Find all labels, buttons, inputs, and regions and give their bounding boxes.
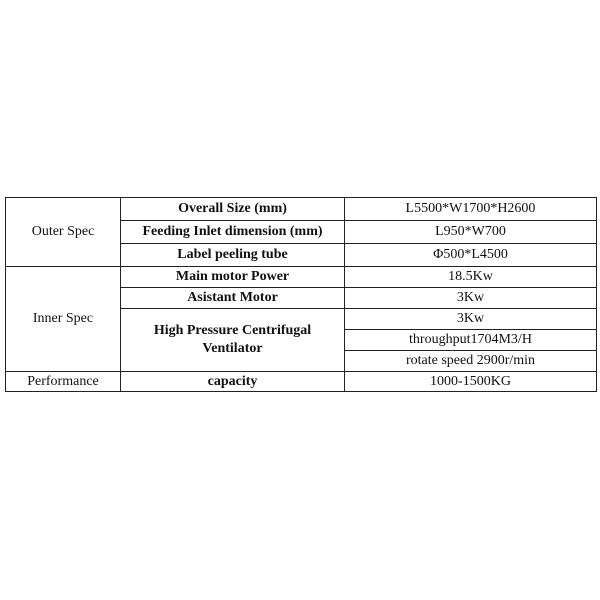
spec-value-main-motor: 18.5Kw [345, 267, 597, 288]
spec-value-asistant-motor: 3Kw [345, 288, 597, 309]
spec-value-label-peeling-tube: Φ500*L4500 [345, 244, 597, 267]
table-row [6, 372, 597, 392]
group-label-outer-spec: Outer Spec [6, 198, 121, 267]
spec-value-feeding-inlet: L950*W700 [345, 221, 597, 244]
spec-item-feeding-inlet: Feeding Inlet dimension (mm) [121, 221, 345, 244]
table-row [6, 267, 597, 288]
spec-value-capacity: 1000-1500KG [345, 372, 597, 392]
group-label-performance: Performance [6, 372, 121, 392]
group-label-inner-spec: Inner Spec [6, 267, 121, 372]
spec-value-ventilator-speed: rotate speed 2900r/min [345, 351, 597, 372]
spec-item-overall-size: Overall Size (mm) [121, 198, 345, 221]
spec-item-capacity: capacity [121, 372, 345, 392]
spec-value-ventilator-throughput: throughput1704M3/H [345, 330, 597, 351]
spec-item-label-peeling-tube: Label peeling tube [121, 244, 345, 267]
table-row [6, 198, 597, 221]
spec-value-overall-size: L5500*W1700*H2600 [345, 198, 597, 221]
spec-item-ventilator: High Pressure Centrifugal Ventilator [121, 309, 345, 372]
spec-item-main-motor: Main motor Power [121, 267, 345, 288]
spec-value-ventilator-power: 3Kw [345, 309, 597, 330]
spec-table [5, 197, 597, 392]
spec-item-asistant-motor: Asistant Motor [121, 288, 345, 309]
